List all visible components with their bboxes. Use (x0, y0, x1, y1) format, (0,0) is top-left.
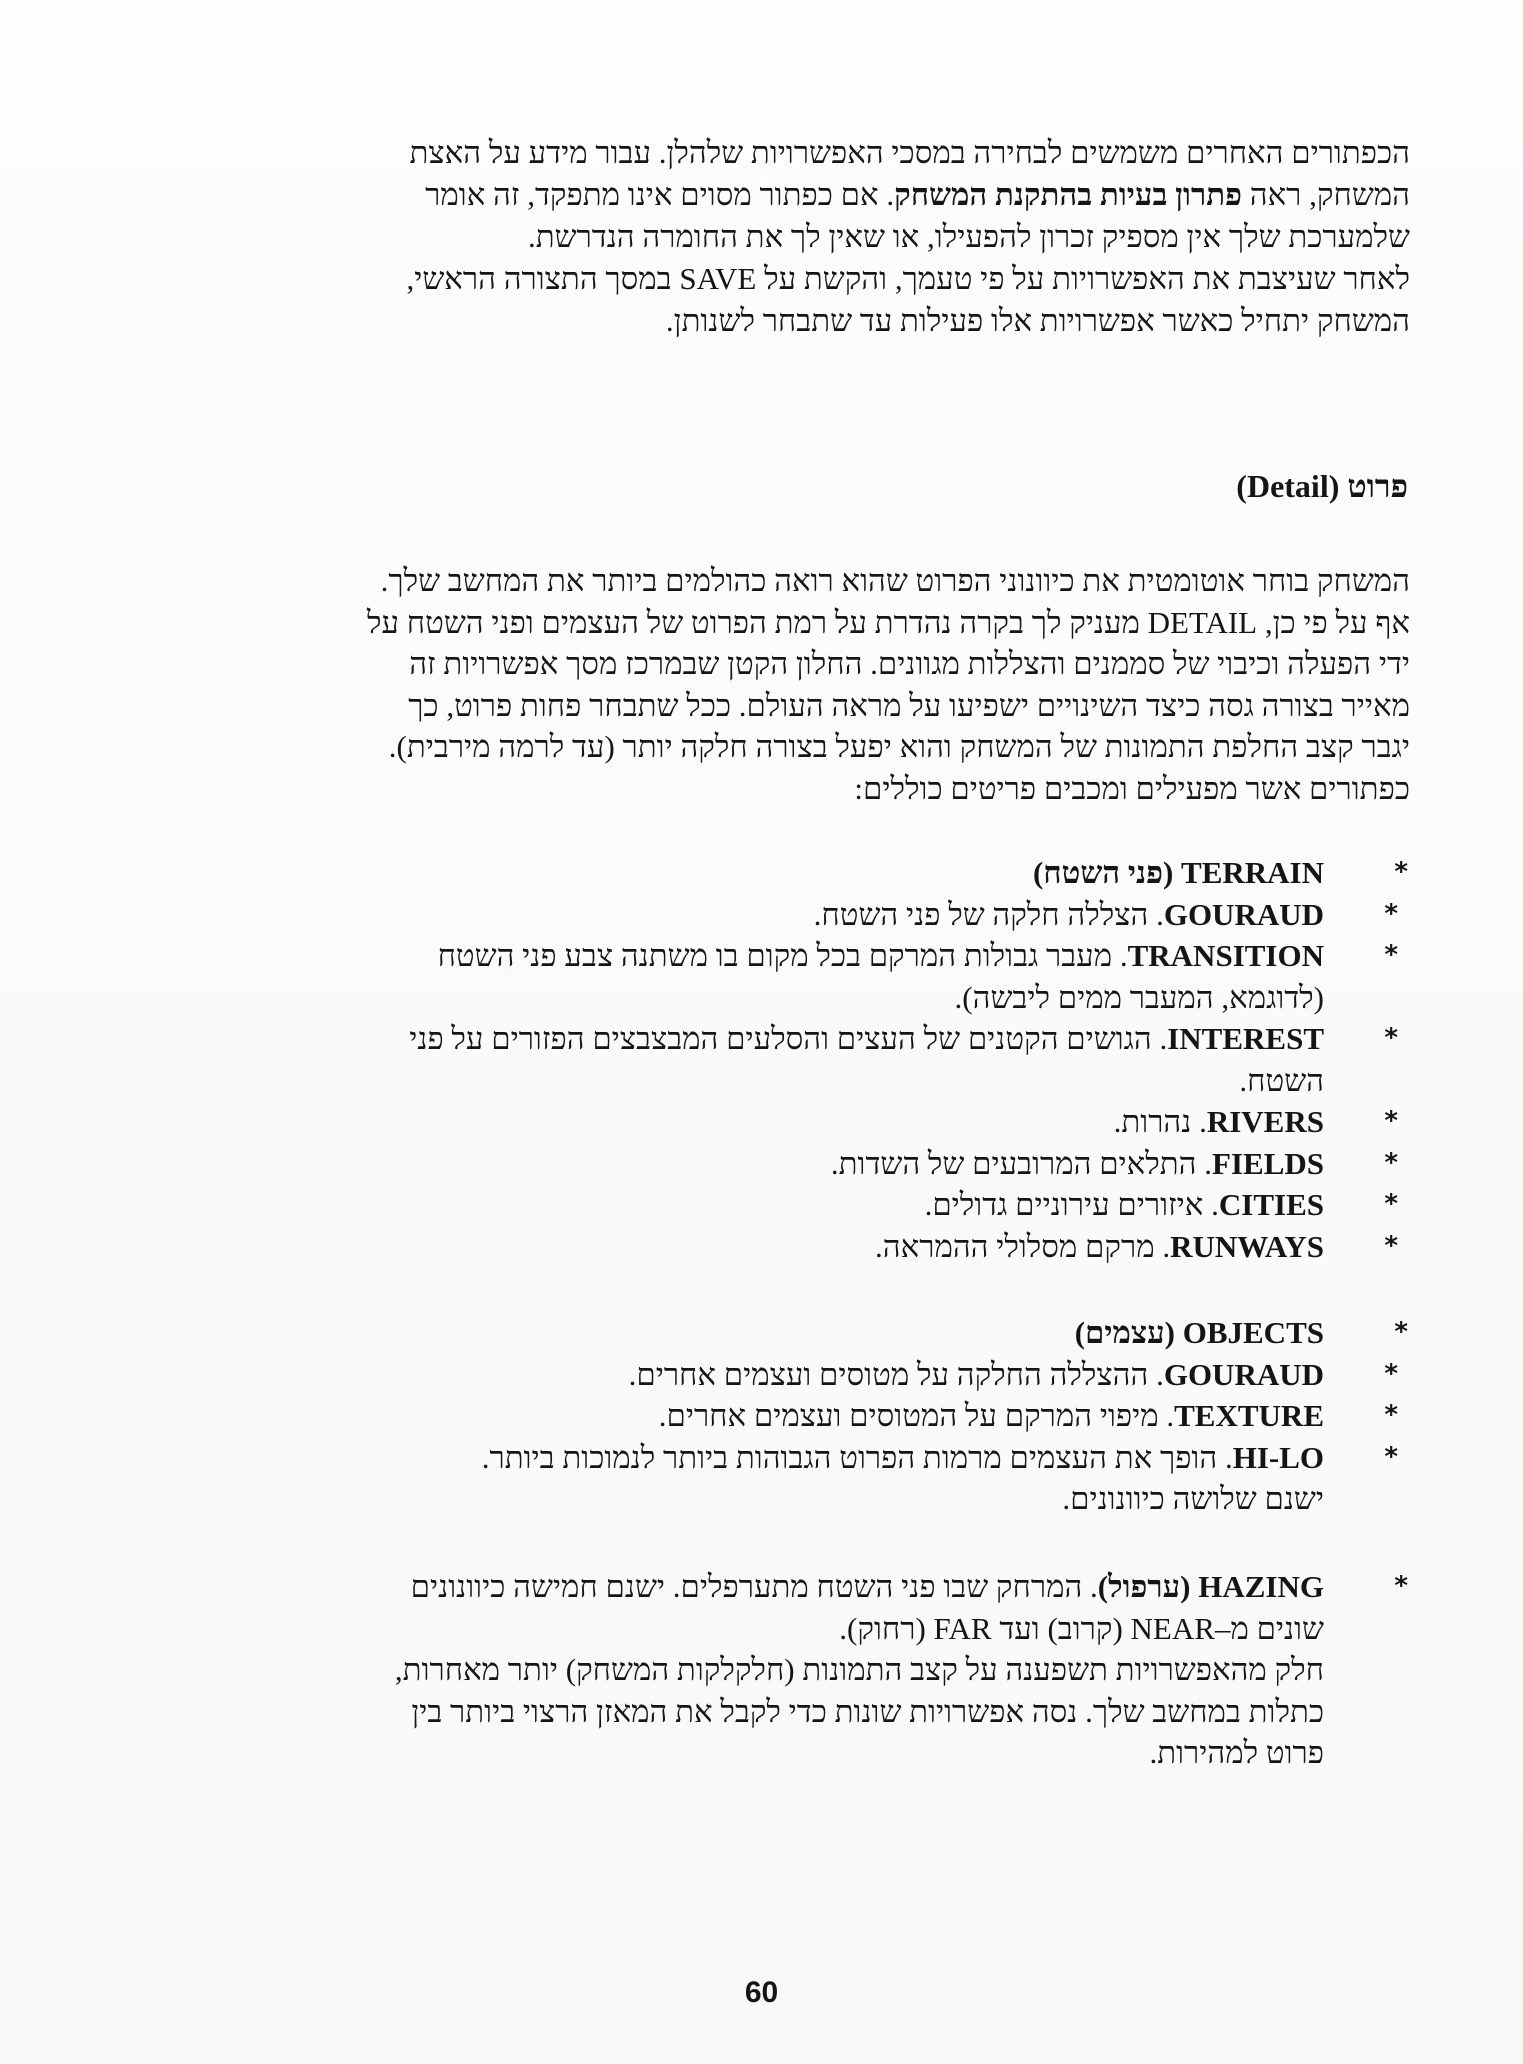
list-item (118, 1184, 1408, 1226)
item-text: . הופך את העצמים מרמות הפרוט הגבוהות ביותר לנמוכות ביותר. (481, 1439, 1233, 1475)
item-text: . מעבר גבולות המרקם בכל מקום בו משתנה צבע פני השטח (437, 938, 1128, 973)
list-item (118, 1143, 1408, 1185)
item-continuation: השטח. (1239, 1062, 1324, 1098)
hazing-text: חלק מהאפשרויות תשפענה על קצב התמונות (חלקלקות המשחק) יותר מאחרות, (394, 1652, 1324, 1687)
intro-line: הכפתורים האחרים משמשים לבחירה במסכי האפשרויות שלהלן. עבור מידע על האצת (409, 135, 1410, 170)
list-item (118, 1101, 1408, 1143)
bullet-star: * (1394, 857, 1408, 887)
bullet-star: * (1384, 1230, 1398, 1261)
item-key: TRANSITION (1127, 938, 1324, 973)
terrain-title-row (118, 852, 1408, 894)
item-continuation: (לדוגמא, המעבר ממים ליבשה). (954, 979, 1324, 1015)
intro-line: שלמערכת שלך אין מספיק זכרון להפעילו, או שאין לך את החומרה הנדרשת. (527, 219, 1410, 254)
intro-text: המשחק, ראה (1241, 177, 1410, 212)
item-text: . ההצללה החלקה על מטוסים ועצמים אחרים. (628, 1356, 1164, 1392)
list-item (118, 1354, 1408, 1396)
detail-paragraph (125, 560, 1410, 810)
bullet-star: * (1384, 1147, 1398, 1178)
intro-line (125, 174, 1410, 216)
item-continuation: ישנם שלושה כיוונונים. (1062, 1481, 1324, 1516)
bullet-star: * (1384, 1106, 1398, 1136)
bullet-star: * (1384, 1358, 1398, 1389)
bullet-star: * (1394, 1571, 1408, 1601)
terrain-title: TERRAIN (פני השטח) (1032, 855, 1324, 890)
item-text: . מיפוי המרקם על המטוסים ועצמים אחרים. (658, 1398, 1175, 1433)
objects-group (118, 1312, 1408, 1520)
detail-line: כפתורים אשר מפעילים ומכבים פריטים כוללים: (854, 770, 1410, 806)
item-text: . נהרות. (1113, 1104, 1207, 1139)
hazing-text: שונים מ–NEAR (קרוב) ועד FAR (רחוק). (839, 1610, 1324, 1646)
item-key: GOURAUD (1163, 1356, 1324, 1392)
hazing-text: כתלות במחשב שלך. נסה אפשרויות שונות כדי לקבל את המאזן הרצוי ביותר בין (411, 1693, 1324, 1729)
list-item (118, 1437, 1408, 1520)
hazing-text: . המרחק שבו פני השטח מתערפלים. ישנם חמישה כיוונונים (410, 1569, 1098, 1604)
bullet-star: * (1384, 1400, 1398, 1430)
item-text: . התלאים המרובעים של השדות. (830, 1145, 1213, 1181)
item-key: INTEREST (1167, 1021, 1324, 1056)
item-text: . איזורים עירוניים גדולים. (924, 1187, 1219, 1222)
list-item (118, 1226, 1408, 1268)
bullet-star: * (1384, 1023, 1398, 1053)
bullet-star: * (1384, 898, 1398, 929)
list-item (118, 1395, 1408, 1437)
detail-line: ידי הפעלה וכיבוי של סממנים והצללות מגוונים. החלון הקטן שבמרכז מסך אפשרויות זה (409, 646, 1410, 682)
terrain-group (118, 852, 1408, 1267)
list-item (118, 894, 1408, 936)
hazing-block (118, 1566, 1408, 1774)
detail-line: יגבר קצב החלפת התמונות של המשחק והוא יפעל בצורה חלקה יותר (עד לרמה מירבית). (388, 729, 1410, 765)
detail-line: אף על פי כן, DETAIL מעניק לך בקרה נהדרת על רמת הפרוט של העצמים ופני השטח על (366, 604, 1410, 640)
bullet-star: * (1394, 1317, 1408, 1347)
hazing-group (118, 1566, 1408, 1774)
bullet-star: * (1384, 940, 1398, 970)
troubleshooting-reference: פתרון בעיות בהתקנת המשחק (894, 177, 1242, 212)
objects-title: OBJECTS (עצמים) (1074, 1315, 1324, 1350)
item-key: FIELDS (1212, 1145, 1324, 1181)
item-key: CITIES (1218, 1187, 1324, 1222)
objects-title-row (118, 1312, 1408, 1354)
detail-line: המשחק בוחר אוטומטית את כיוונוני הפרוט שהוא רואה כהולמים ביותר את המחשב שלך. (380, 563, 1410, 598)
item-text: . הצללה חלקה של פני השטח. (813, 896, 1164, 932)
bullet-star: * (1384, 1441, 1398, 1472)
item-text: . הגושים הקטנים של העצים והסלעים המבצבצים הפזורים על פני (409, 1021, 1168, 1056)
hazing-text: פרוט למהירות. (1149, 1735, 1324, 1770)
page-number: 60 (744, 1976, 779, 2009)
item-key: HI-LO (1232, 1439, 1324, 1475)
intro-line: לאחר שעיצבת את האפשרויות על פי טעמך, והקשת על SAVE במסך התצורה הראשי, (406, 261, 1410, 296)
terrain-items (118, 894, 1408, 1268)
list-item (118, 1018, 1408, 1101)
intro-text: . אם כפתור מסוים אינו מתפקד, זה אומר (425, 177, 895, 212)
detail-line: מאייר בצורה גסה כיצד השינויים ישפיעו על מראה העולם. ככל שתבחר פחות פרוט, כך (408, 687, 1410, 723)
intro-paragraph (125, 132, 1410, 342)
intro-line: המשחק יתחיל כאשר אפשרויות אלו פעילות עד שתבחר לשנותן. (665, 303, 1410, 338)
item-key: GOURAUD (1163, 896, 1324, 932)
list-item (118, 935, 1408, 1018)
bullet-star: * (1384, 1189, 1398, 1219)
item-key: RUNWAYS (1170, 1228, 1324, 1264)
hazing-title: HAZING (ערפול) (1097, 1569, 1324, 1604)
item-key: TEXTURE (1174, 1398, 1324, 1433)
section-heading-detail: פרוט (Detail) (1236, 468, 1408, 504)
item-key: RIVERS (1206, 1104, 1324, 1139)
objects-items (118, 1354, 1408, 1520)
item-text: . מרקם מסלולי ההמראה. (875, 1228, 1171, 1264)
